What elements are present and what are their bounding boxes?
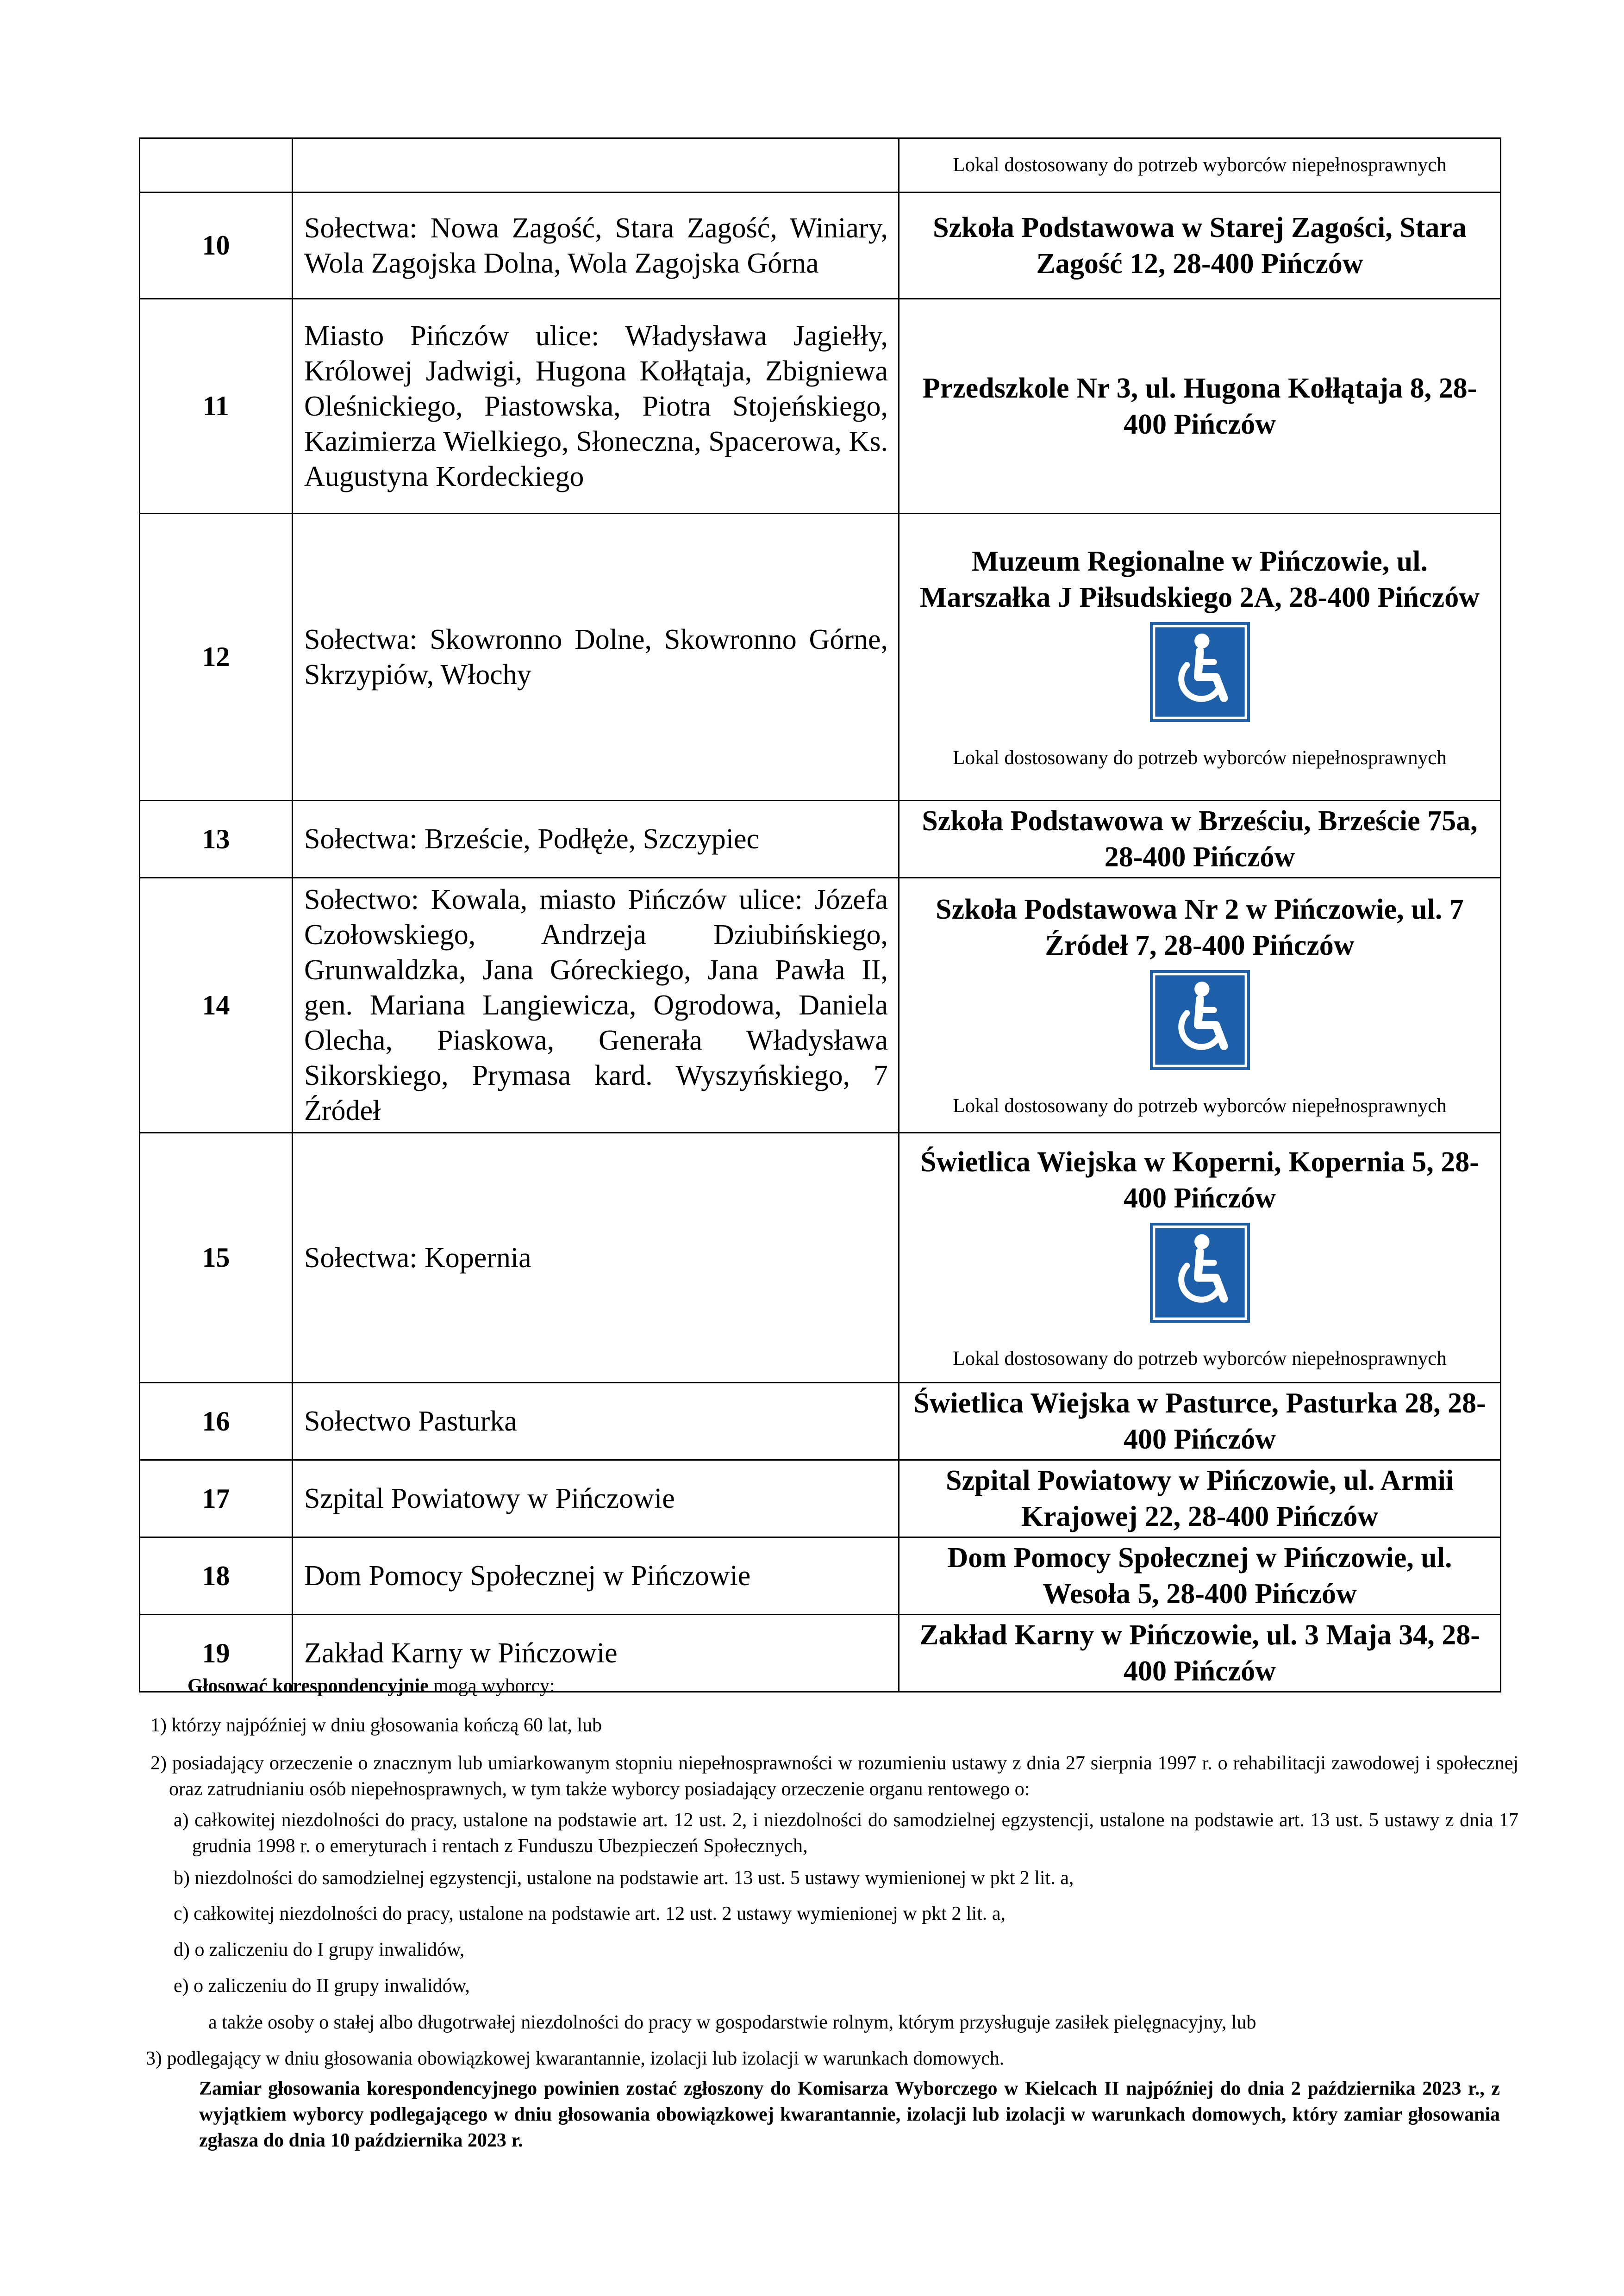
accessibility-note: Lokal dostosowany do potrzeb wyborców niepełnosprawnych — [953, 154, 1447, 176]
table-row — [140, 193, 1501, 299]
table-row — [140, 1460, 1501, 1537]
circuit-number: 14 — [140, 878, 293, 1133]
polling-place-cell — [899, 514, 1501, 801]
circuit-number: 18 — [140, 1537, 293, 1615]
circuit-area: Sołectwa: Brzeście, Podłęże, Szczypiec — [293, 801, 899, 878]
polling-place-cell — [899, 1615, 1501, 1692]
notes-heading-bold: Głosować korespondencyjnie — [187, 1675, 429, 1697]
notes-heading — [187, 1673, 555, 1699]
polling-place-cell — [899, 1133, 1501, 1383]
polling-place-address: Zakład Karny w Pińczowie, ul. 3 Maja 34, 28-400 Pińczów — [919, 1619, 1480, 1687]
accessibility-note: Lokal dostosowany do potrzeb wyborców niepełnosprawnych — [953, 1347, 1447, 1369]
polling-place-address: Świetlica Wiejska w Pasturce, Pasturka 28, 28-400 Pińczów — [913, 1388, 1486, 1455]
circuit-number: 10 — [140, 193, 293, 299]
polling-place-address: Muzeum Regionalne w Pińczowie, ul. Marszałka J Piłsudskiego 2A, 28-400 Pińczów — [920, 545, 1480, 613]
notes-item-2e: e) o zaliczeniu do II grupy inwalidów, — [174, 1975, 470, 1997]
circuit-area: Miasto Pińczów ulice: Władysława Jagiełły, Królowej Jadwigi, Hugona Kołłątaja, Zbigniewa Oleśnickiego, Piastowska, Piotra Stojeńskiego, Kazimierza Wielkiego, Słoneczna, Spacerowa, Ks. Augustyna Kordeckiego — [293, 299, 899, 514]
circuit-number: 15 — [140, 1133, 293, 1383]
accessibility-note: Lokal dostosowany do potrzeb wyborców niepełnosprawnych — [953, 747, 1447, 769]
circuit-area: Zakład Karny w Pińczowie — [293, 1615, 899, 1692]
table-row — [140, 514, 1501, 801]
circuit-area: Dom Pomocy Społecznej w Pińczowie — [293, 1537, 899, 1615]
polling-place-cell — [899, 193, 1501, 299]
wheelchair-accessibility-icon — [1150, 1223, 1250, 1323]
table-row — [140, 878, 1501, 1133]
circuit-area: Sołectwo: Kowala, miasto Pińczów ulice: Józefa Czołowskiego, Andrzeja Dziubińskiego, Grunwaldzka, Jana Góreckiego, Jana Pawła II, gen. Mariana Langiewicza, Ogrodowa, Daniela Olecha, Piaskowa, Generała Władysława Sikorskiego, Prymasa kard. Wyszyńskiego, 7 Źródeł — [293, 878, 899, 1133]
circuit-area — [293, 138, 899, 193]
polling-place-cell — [899, 299, 1501, 514]
circuit-area: Sołectwa: Skowronno Dolne, Skowronno Górne, Skrzypiów, Włochy — [293, 514, 899, 801]
circuit-number: 11 — [140, 299, 293, 514]
polling-place-cell — [899, 1537, 1501, 1615]
wheelchair-accessibility-icon — [1150, 970, 1250, 1070]
polling-place-cell — [899, 1383, 1501, 1460]
circuit-number — [140, 138, 293, 193]
table-row — [140, 1383, 1501, 1460]
circuit-area: Sołectwo Pasturka — [293, 1383, 899, 1460]
wheelchair-accessibility-icon — [1150, 622, 1250, 722]
circuit-area: Sołectwa: Kopernia — [293, 1133, 899, 1383]
notes-item-2: 2) posiadający orzeczenie o znacznym lub umiarkowanym stopniu niepełnosprawności w rozumieniu ustawy z dnia 27 sierpnia 1997 r. o rehabilitacji zawodowej i społecznej oraz zatrudnianiu osób niepełnosprawnych, w tym także wyborcy posiadający orzeczenie organu rentowego o: — [150, 1753, 1518, 1800]
circuit-number: 12 — [140, 514, 293, 801]
notes-heading-rest: mogą wyborcy: — [428, 1675, 555, 1697]
circuit-area: Sołectwa: Nowa Zagość, Stara Zagość, Winiary, Wola Zagojska Dolna, Wola Zagojska Górna — [293, 193, 899, 299]
circuit-number: 17 — [140, 1460, 293, 1537]
notes-item-2c: c) całkowitej niezdolności do pracy, ustalone na podstawie art. 12 ust. 2 ustawy wymienionej w pkt 2 lit. a, — [174, 1903, 1006, 1924]
polling-place-address: Przedszkole Nr 3, ul. Hugona Kołłątaja 8, 28-400 Pińczów — [922, 372, 1477, 440]
polling-place-cell — [899, 1460, 1501, 1537]
polling-place-cell — [899, 138, 1501, 193]
notes-also: a także osoby o stałej albo długotrwałej niezdolności do pracy w gospodarstwie rolnym, którym przysługuje zasiłek pielęgnacyjny, lub — [208, 2012, 1256, 2033]
polling-place-cell — [899, 878, 1501, 1133]
notes-item-2d: d) o zaliczeniu do I grupy inwalidów, — [174, 1939, 465, 1960]
table-row — [140, 1133, 1501, 1383]
circuit-number: 16 — [140, 1383, 293, 1460]
notes-final-deadline: Zamiar głosowania korespondencyjnego powinien zostać zgłoszony do Komisarza Wyborczego w Kielcach II najpóźniej do dnia 2 października 2023 r., z wyjątkiem wyborcy podlegającego w dniu głosowania obowiązkowej kwarantannie, izolacji lub izolacji w warunkach domowych, który zamiar głosowania zgłasza do dnia 10 października 2023 r. — [199, 2078, 1500, 2151]
circuit-number: 13 — [140, 801, 293, 878]
notes-item-2a: a) całkowitej niezdolności do pracy, ustalone na podstawie art. 12 ust. 2, i niezdolności do samodzielnej egzystencji, ustalone na podstawie art. 13 ust. 5 ustawy z dnia 17 grudnia 1998 r. o emeryturach i rentach z Funduszu Ubezpieczeń Społecznych, — [174, 1810, 1518, 1857]
table-row — [140, 138, 1501, 193]
polling-place-address: Świetlica Wiejska w Koperni, Kopernia 5, 28-400 Pińczów — [920, 1146, 1479, 1214]
polling-place-address: Szkoła Podstawowa Nr 2 w Pińczowie, ul. 7 Źródeł 7, 28-400 Pińczów — [936, 894, 1464, 961]
polling-place-address: Szkoła Podstawowa w Starej Zagości, Stara Zagość 12, 28-400 Pińczów — [933, 212, 1467, 280]
polling-place-address: Szkoła Podstawowa w Brześciu, Brzeście 75a, 28-400 Pińczów — [922, 805, 1478, 873]
polling-place-address: Szpital Powiatowy w Pińczowie, ul. Armii Krajowej 22, 28-400 Pińczów — [946, 1465, 1454, 1532]
table-row — [140, 801, 1501, 878]
notes-item-1: 1) którzy najpóźniej w dniu głosowania kończą 60 lat, lub — [150, 1715, 602, 1736]
notes-item-2b: b) niezdolności do samodzielnej egzystencji, ustalone na podstawie art. 13 ust. 5 ustawy wymienionej w pkt 2 lit. a, — [174, 1867, 1074, 1889]
table-row — [140, 299, 1501, 514]
table-row — [140, 1537, 1501, 1615]
accessibility-note: Lokal dostosowany do potrzeb wyborców niepełnosprawnych — [953, 1095, 1447, 1117]
circuit-area: Szpital Powiatowy w Pińczowie — [293, 1460, 899, 1537]
polling-circuits-table — [139, 137, 1501, 1692]
notes-item-3: 3) podlegający w dniu głosowania obowiązkowej kwarantannie, izolacji lub izolacji w warunkach domowych. — [146, 2048, 1005, 2069]
circuit-number: 19 — [140, 1615, 293, 1692]
polling-place-address: Dom Pomocy Społecznej w Pińczowie, ul. Wesoła 5, 28-400 Pińczów — [947, 1542, 1452, 1610]
polling-place-cell — [899, 801, 1501, 878]
